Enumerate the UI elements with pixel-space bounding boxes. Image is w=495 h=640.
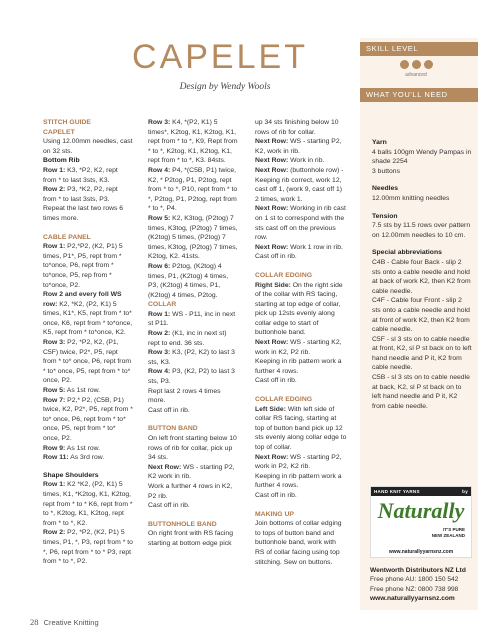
- row-instruction: [148, 463, 238, 482]
- row-instruction: [148, 310, 238, 329]
- row-text: K2 *K2, (P2, K1) 5 times, K1, *K2tog, K1, K2tog, rept from * to * K6, rept from * to *, K2tog, K1, K2tog, rept from * to *, K2.: [43, 481, 133, 527]
- row-label: Next Row:: [255, 243, 289, 251]
- row-instruction: [148, 214, 238, 262]
- row-instruction: [255, 204, 347, 242]
- distributor-phone-nz: Free phone NZ: 0800 738 998: [370, 585, 459, 593]
- row-text: P2, *P2, K2, (P1, C5F) twice, P2*, P5, rept from * to* once, P6, rept from * to* once, P5, rept from * to* once, P2.: [43, 339, 132, 385]
- skill-level-header: SKILL LEVEL: [360, 42, 478, 56]
- row-instruction: [148, 118, 238, 166]
- row-label: Row 2 and every foll WS row:: [43, 291, 122, 308]
- logo-banner: [371, 487, 471, 496]
- row-label: Row 2:: [43, 186, 66, 194]
- row-label: Row 3:: [148, 349, 171, 357]
- row-text: As 1st row.: [65, 444, 101, 452]
- abbreviation: C4F - Cable four Front - slip 2 sts onto a cable needle and hold at front of work K2, then K2 from cable needle.: [372, 297, 470, 334]
- section-heading: MAKING UP: [255, 510, 294, 518]
- row-instruction: [255, 243, 347, 253]
- row-label: Row 2:: [43, 529, 66, 537]
- row-label: Row 11:: [43, 454, 69, 462]
- row-text: P2,* P2, (C5B, P1) twice, K2, P2*, P5, rept from * to* once, P6, rept from * to* once, P5, rept from * to* once, P2.: [43, 396, 133, 442]
- row-text: As 1st row.: [65, 387, 101, 395]
- row-text: WS - starting P2, work in P2, K2 rib.: [255, 453, 342, 471]
- abbreviation: C5B - sl 3 sts on to cable needle at back, K2, sl P st back on to left hand needle and P it, K2 from cable needle.: [372, 374, 470, 410]
- logo-banner-by: by: [462, 489, 468, 494]
- distributor-name: Wentworth Distributors NZ Ltd: [370, 567, 466, 574]
- section-heading: BUTTON BAND: [148, 425, 198, 433]
- row-label: Row 4:: [148, 166, 171, 174]
- row-label: Next Row:: [148, 463, 182, 471]
- row-text: K2, *K2, (P2, K1) 5 times, K1*, K5, rept from * to* once, K6, rept from * to*once, K5, rept from * to*once, K2.: [43, 300, 133, 337]
- paragraph: Using 12.00mm needles, cast on 32 sts.: [43, 138, 133, 155]
- abbreviation: C4B - Cable four Back - slip 2 sts onto a cable needle and hold at back of work K2, then K2 from cable needle.: [372, 258, 471, 295]
- row-label: Row 6:: [148, 262, 171, 270]
- row-text: K3, *P2, K2, rept from * to last 3sts, K3.: [43, 166, 118, 184]
- row-instruction: [43, 290, 133, 338]
- distributor-info: [370, 566, 480, 604]
- paragraph: On right front with RS facing starting at bottom edge pick: [148, 530, 233, 547]
- logo-banner-text: HAND KNIT YARNS: [374, 489, 420, 494]
- row-text: Working in rib cast on 1 st to correspond with the sts cast off on the previous row.: [255, 205, 346, 242]
- row-label: Row 5:: [43, 387, 66, 395]
- row-label: Next Row:: [255, 339, 289, 347]
- materials-label: Yarn: [372, 139, 387, 146]
- row-label: Right Side:: [255, 281, 291, 289]
- row-text: K4, *(P2, K1) 5 times*, K2tog, K1, K2tog, K1, rept from * to *, K9, Rept from * to *, K2tog, K1, K2tog, K1, rept from * to *, K3. 84sts.: [148, 119, 238, 165]
- paragraph: Work a further 4 rows in K2, P2 rib.: [148, 482, 233, 500]
- subheading: Bottom Rib: [43, 157, 80, 165]
- spacer: [43, 463, 133, 471]
- row-instruction: [148, 262, 238, 300]
- section-heading: STITCH GUIDE: [43, 119, 91, 126]
- row-instruction: [255, 156, 347, 166]
- skill-level-name: advanced: [405, 72, 427, 78]
- section-heading: COLLAR: [148, 301, 177, 309]
- abbreviation: C5F - sl 3 sts on to cable needle at front, K2, sl P st back on to left hand needle and P it, K2 from cable needle.: [372, 335, 472, 372]
- row-instruction: [255, 405, 347, 453]
- paragraph: Keeping in rib pattern work a further 4 rows.: [255, 358, 342, 375]
- yarn-ball-icon: [424, 60, 433, 69]
- materials-text: 4 balls 100gm Wendy Pampas in shade 2254: [372, 148, 472, 166]
- row-text: With left side of collar RS facing, starting at top of button band pick up 12 sts evenly along collar edge to top of collar.: [255, 405, 347, 451]
- naturally-logo: [370, 486, 472, 558]
- distributor-website: www.naturallyyarnsnz.com: [370, 595, 455, 603]
- pattern-column-1: [43, 118, 133, 567]
- materials-list: [372, 138, 472, 411]
- logo-tagline-line: IT'S PURE: [443, 527, 465, 532]
- paragraph: Cast off in rib.: [255, 253, 297, 261]
- row-instruction: [43, 166, 133, 185]
- pattern-column-3: [255, 118, 347, 567]
- row-text: P2tog, (K2tog) 4 times, P1, (K2tog) 4 times, P3, (K2tog) 4 times, P1, (K2tog) 4 times, P2tog.: [148, 262, 229, 299]
- row-label: Next Row:: [255, 138, 289, 146]
- row-text: (K1, inc in next st) rept to end. 36 sts.: [148, 330, 227, 347]
- materials-text: 3 buttons: [372, 167, 400, 175]
- row-label: Row 1:: [43, 166, 66, 174]
- paragraph: Cast off in rib.: [255, 491, 297, 499]
- row-instruction: [255, 281, 347, 339]
- row-instruction: [43, 242, 133, 290]
- row-label: Next Row:: [255, 205, 289, 213]
- materials-label: Special abbreviations: [372, 249, 442, 257]
- row-text: WS - starting K2, work in K2, P2 rib.: [255, 339, 342, 356]
- paragraph: On left front starting below 10 rows of rib for collar, pick up 34 sts.: [148, 435, 237, 462]
- page-number: 28: [30, 617, 39, 627]
- skill-level-rating: [400, 60, 433, 69]
- row-text: P4, *(C5B, P1) twice, K2, * P2tog, P1, P2tog, rept from * to *, P10, rept from * to *, P2tog, P1, P2tog, rept from * to *, P4.: [148, 166, 238, 213]
- distributor-phone-au: Free phone AU: 1800 150 542: [370, 576, 459, 584]
- row-label: Row 1:: [43, 243, 66, 251]
- row-instruction: [255, 166, 347, 204]
- row-instruction: [148, 166, 238, 214]
- row-label: Row 2:: [148, 330, 171, 338]
- row-instruction: [43, 480, 133, 528]
- row-label: Row 3:: [148, 119, 171, 126]
- yarn-ball-icon: [400, 60, 409, 69]
- row-text: As 3rd row.: [68, 454, 105, 462]
- materials-label: Tension: [372, 212, 398, 220]
- row-text: K3, (P2, K2) to last 3 sts, K3.: [148, 349, 235, 366]
- paragraph: Repeat the last two rows 6 times more.: [43, 205, 124, 222]
- row-text: WS - starting P2, K2 work in rib.: [148, 463, 235, 481]
- section-heading: CABLE PANEL: [43, 233, 91, 241]
- logo-url: www.naturallyyarnsnz.com: [388, 549, 454, 555]
- row-instruction: [148, 329, 238, 348]
- subheading: Shape Shoulders: [43, 471, 99, 479]
- row-instruction: [255, 453, 347, 472]
- section-heading: BUTTONHOLE BAND: [148, 520, 217, 528]
- pattern-title: CAPELET: [132, 38, 308, 76]
- row-text: WS - starting P2, K2, work in rib.: [255, 138, 342, 155]
- what-you-need-header: WHAT YOU'LL NEED: [360, 88, 478, 102]
- row-label: Row 4:: [148, 368, 171, 376]
- materials-label: Needles: [372, 185, 399, 193]
- row-instruction: [43, 338, 133, 386]
- row-instruction: [148, 367, 238, 386]
- row-text: P2, *P2, (K2, P1) 5 times, P1, *, P3, rept from * to *, P6, rept from * to * P3, rept from * to *, P2.: [43, 529, 133, 566]
- row-instruction: [255, 338, 347, 357]
- row-instruction: [43, 528, 133, 566]
- row-text: Work in rib.: [288, 157, 325, 165]
- row-label: Row 5:: [148, 214, 171, 222]
- paragraph: up 34 sts finishing below 10 rows of rib for collar.: [255, 119, 339, 136]
- pattern-column-2: [148, 118, 238, 549]
- row-text: P3, (K2, P2) to last 3 sts, P3.: [148, 368, 235, 386]
- row-label: Row 9:: [43, 444, 66, 452]
- paragraph: Rept last 2 rows 4 times more.: [148, 387, 221, 405]
- row-text: P3, *K2, P2, rept from * to last 3sts, P3.: [43, 186, 118, 203]
- row-label: Next Row:: [255, 166, 289, 174]
- row-text: K2, K3tog, (P2tog) 7 times, K3tog, (P2tog) 7 times, (K2tog) 5 times, (P2tog) 7 times, K3tog, (P2tog) 7 times, K2tog, K2. 41sts.: [148, 214, 238, 261]
- row-text: Work 1 row in rib.: [288, 243, 343, 251]
- magazine-name: Creative Knitting: [43, 618, 99, 627]
- section-heading: CAPELET: [43, 128, 75, 136]
- section-heading: COLLAR EDGING: [255, 396, 313, 404]
- paragraph: Cast off in rib.: [148, 406, 190, 414]
- row-label: Row 1:: [43, 481, 66, 489]
- logo-tagline-line: NEW ZEALAND: [431, 532, 465, 538]
- row-text: WS - P11, inc in next st P11.: [148, 310, 236, 328]
- row-instruction: [43, 444, 133, 454]
- row-label: Row 3:: [43, 339, 66, 347]
- row-instruction: [43, 396, 133, 444]
- row-instruction: [255, 137, 347, 156]
- section-heading: COLLAR EDGING: [255, 271, 313, 279]
- row-instruction: [43, 386, 133, 396]
- materials-text: 12.00mm knitting needles: [372, 194, 450, 202]
- row-instruction: [43, 185, 133, 204]
- designer-byline: Design by Wendy Wools: [179, 82, 271, 92]
- row-instruction: [148, 348, 238, 367]
- paragraph: Cast off in rib.: [148, 502, 190, 510]
- row-label: Row 1:: [148, 310, 171, 318]
- paragraph: Keeping in rib pattern work a further 4 rows.: [255, 472, 342, 490]
- row-label: Row 7:: [43, 396, 66, 404]
- row-label: Next Row:: [255, 157, 289, 165]
- row-instruction: [43, 453, 133, 463]
- paragraph: Cast off in rib.: [255, 377, 297, 385]
- row-label: Next Row:: [255, 453, 289, 461]
- row-text: P2,*P2, (K2, P1) 5 times, P1*, P5, rept from * to*once, P6, rept from * to*once, P5, rep from * to*once, P2.: [43, 243, 123, 289]
- logo-tagline: [432, 527, 465, 538]
- materials-text: 7.5 sts by 11.5 rows over pattern on 12.00mm needles to 10 cm.: [372, 222, 471, 239]
- logo-wordmark: Naturally: [377, 498, 465, 523]
- row-text: On the right side of the collar with RS facing, starting at top edge of collar, pick up 12sts evenly along collar edge to start of buttonhole band.: [255, 281, 343, 337]
- row-text: (buttonhole row) - Keeping rib correct, work 12, cast off 1, (work 9, cast off 1) 2 times, work 1.: [255, 166, 344, 203]
- paragraph: Join bottoms of collar edging to tops of button band and buttonhole band, work with RS of collar facing using top stitching. Sew on buttons.: [255, 520, 342, 566]
- yarn-ball-icon: [412, 60, 421, 69]
- row-label: Left Side:: [255, 405, 286, 413]
- page-footer: [30, 617, 99, 627]
